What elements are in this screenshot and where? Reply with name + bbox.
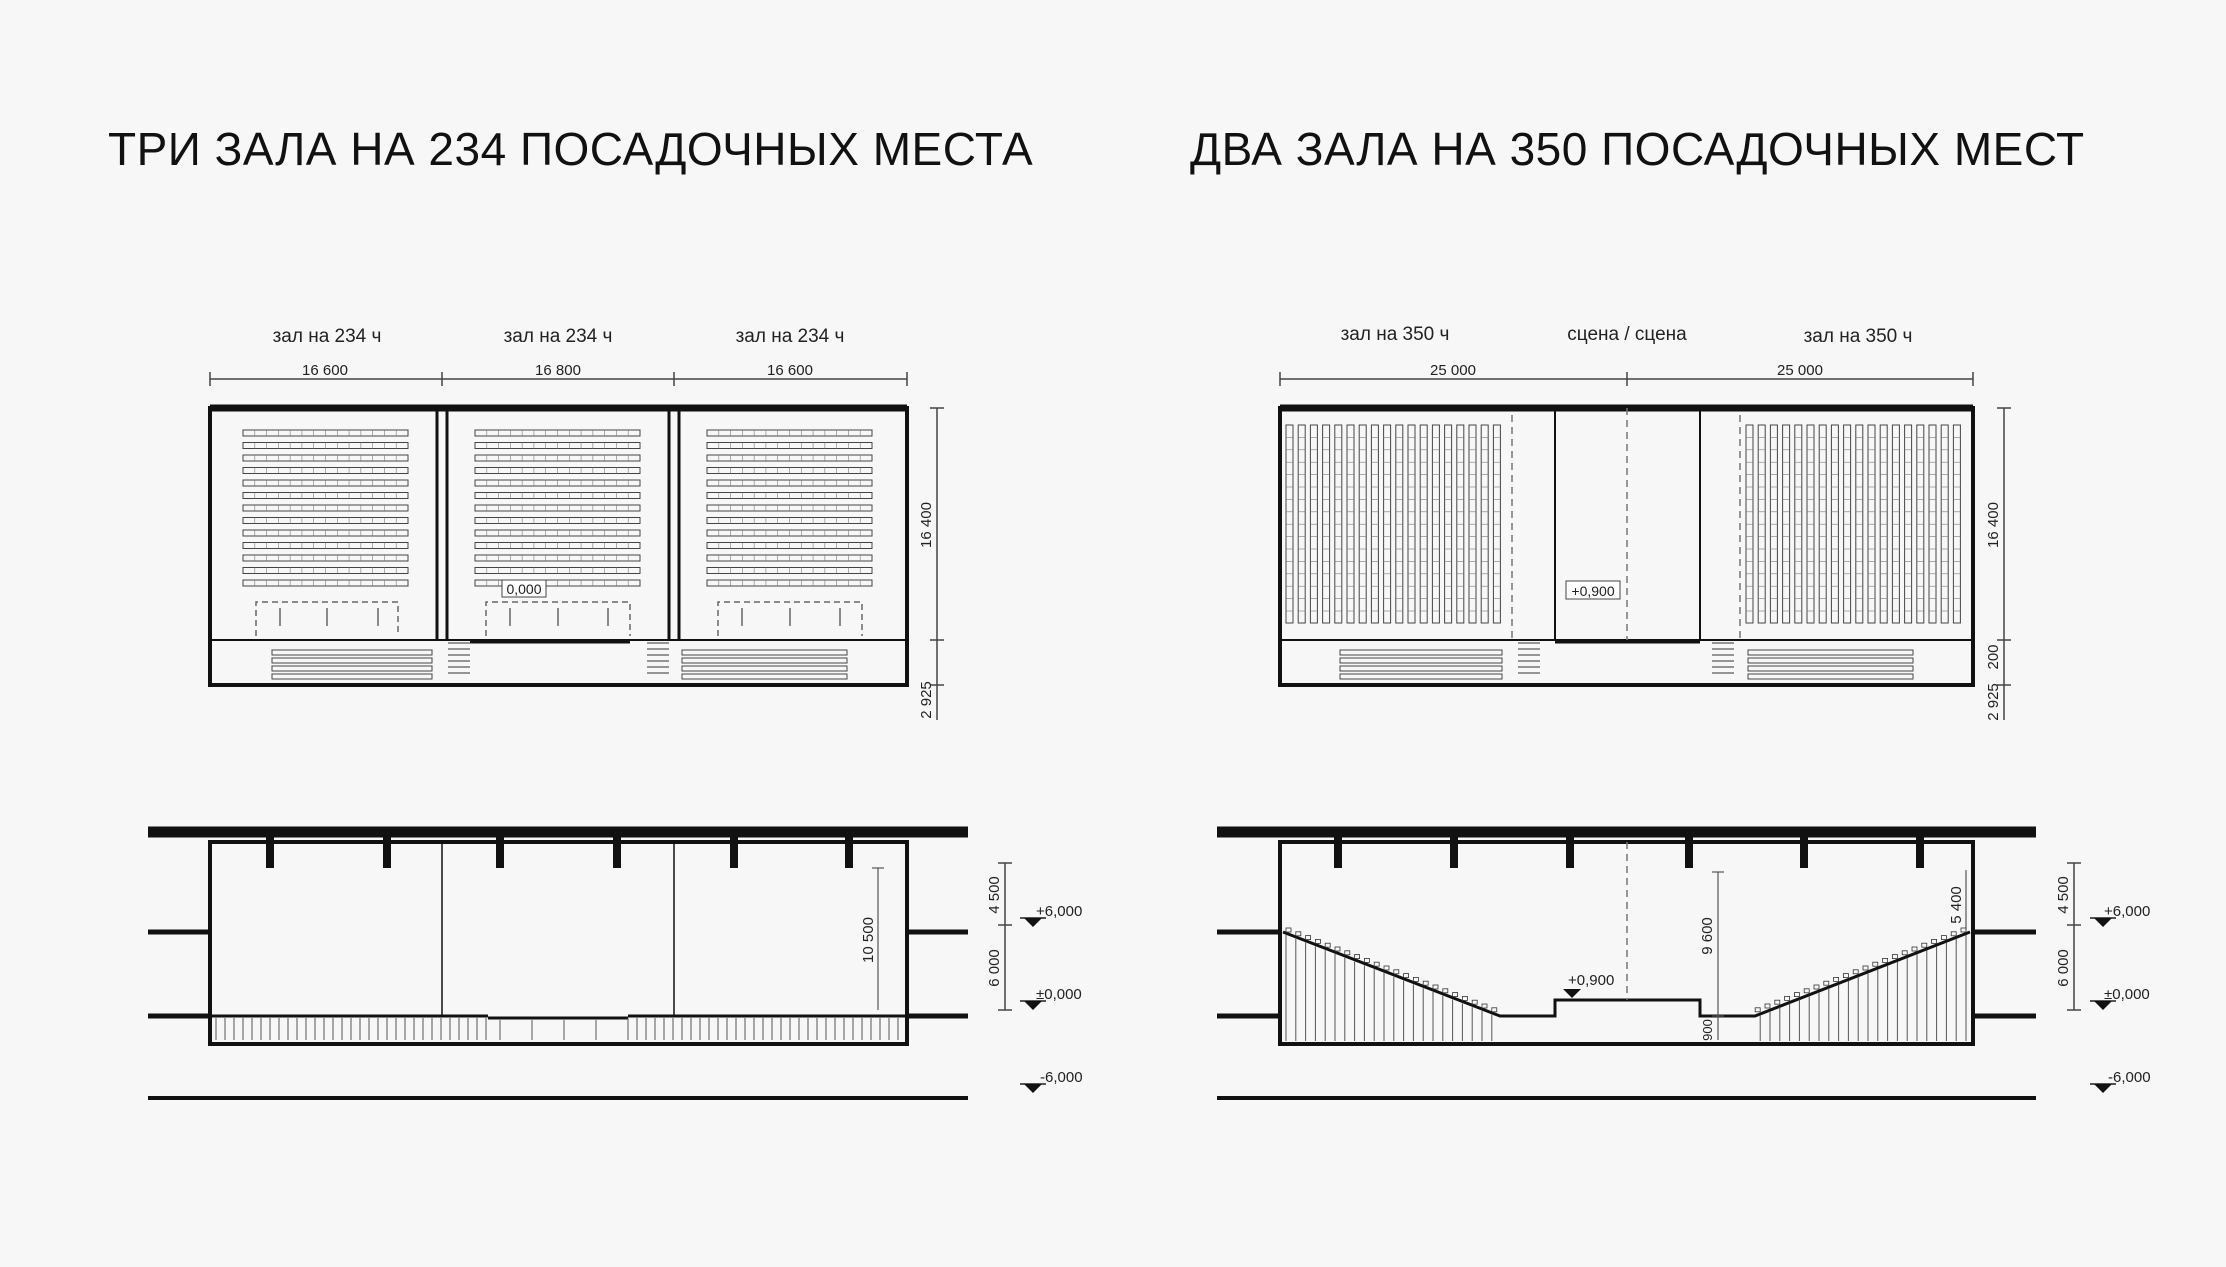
roof-beam [1685,836,1693,868]
lobby-bench [682,666,847,671]
aisle-lines [1512,408,1740,640]
rake-seat [1834,977,1839,981]
level-marker-icon [1563,989,1581,998]
rake-seat [1892,955,1897,959]
depth-dimension: 16 400 [918,502,935,548]
rake-seat [1335,947,1340,951]
rake-seat [1932,939,1937,943]
hall-label: зал на 350 ч [1803,326,1913,347]
lobby-bench [272,650,432,655]
section-height: 9 600 [1699,917,1716,955]
rake-seat [1355,955,1360,959]
lobby-seating [272,642,847,679]
lobby-bench [1340,666,1502,671]
level-marker-icon [1020,918,1046,1093]
seating-columns [1286,425,1960,623]
lobby-bench [682,658,847,663]
level-dimension: 6 000 [2055,949,2072,987]
rake-seat [1433,985,1438,989]
rake-seat [1315,939,1320,943]
seating-rows [243,430,872,586]
title-two-halls: ДВА ЗАЛА НА 350 ПОСАДОЧНЫХ МЕСТ [1190,123,2085,175]
dimension-text: 25 000 [1777,362,1823,379]
rake-seat [1922,943,1927,947]
rake-seat [1902,951,1907,955]
section-two-halls [1217,832,2151,1098]
rake-seat [1824,981,1829,985]
rake-seat [1765,1004,1770,1008]
rake-seat [1941,936,1946,940]
rake-seat [1286,928,1291,932]
dimension-text: 16 600 [302,362,348,379]
dimension-line [1280,372,1973,386]
roof-beam [730,836,738,868]
roof-beam [1566,836,1574,868]
stage-section-mark: +0,900 [1568,972,1615,989]
rake-seat [1814,985,1819,989]
rake-seat [1853,970,1858,974]
section-structure [148,832,968,1098]
rake-seat [1883,958,1888,962]
exit-arrows [280,608,840,626]
floor-hatch [216,1018,898,1040]
roof-beam [845,836,853,868]
lobby-dimension: 2 925 [918,681,935,719]
lobby-bench [1748,650,1913,655]
section-height-small: 900 [1700,1019,1715,1041]
roof-beam [1450,836,1458,868]
roof-beam [1800,836,1808,868]
rake-seat [1345,951,1350,955]
lobby-bench [272,666,432,671]
rake-seat [1482,1004,1487,1008]
roof-beam [496,836,504,868]
title-three-halls: ТРИ ЗАЛА НА 234 ПОСАДОЧНЫХ МЕСТА [108,123,1034,175]
level-dimension: 6 000 [986,949,1003,987]
level-mark: -6,000 [1040,1069,1083,1086]
rake-seat [1794,993,1799,997]
hall-label: зал на 234 ч [503,326,613,347]
level-marker-icon [2090,918,2116,1093]
dimension-line-vertical [930,408,944,720]
rake-seat [1804,989,1809,993]
lobby-bench [1748,666,1913,671]
lobby-bench [1340,650,1502,655]
raked-seating [1286,928,1966,1041]
rake-seat [1306,936,1311,940]
roof-beam [1916,836,1924,868]
level-mark: ±0,000 [2104,986,2150,1003]
roof-beam [266,836,274,868]
rake-seat [1384,966,1389,970]
level-dimension: 4 500 [986,876,1003,914]
rake-seat [1785,996,1790,1000]
depth-dimension: 16 400 [1985,502,2002,548]
rake-seat [1492,1008,1497,1012]
lobby-bench [1748,674,1913,679]
rake-seat [1296,932,1301,936]
dimension-text: 16 600 [767,362,813,379]
lobby-bench [272,658,432,663]
rake-seat [1443,989,1448,993]
section-height: 10 500 [860,917,877,963]
rake-seat [1912,947,1917,951]
rake-seat [1453,993,1458,997]
rake-seat [1404,974,1409,978]
roof-beam [613,836,621,868]
lobby-bench [1340,674,1502,679]
dimension-text: 25 000 [1430,362,1476,379]
hall-label: зал на 350 ч [1340,324,1450,345]
roof-beam [1334,836,1342,868]
level-mark: ±0,000 [1036,986,1082,1003]
roof-beam [383,836,391,868]
rake-seat [1863,966,1868,970]
rake-seat [1423,981,1428,985]
level-mark: +6,000 [2104,903,2151,920]
section-three-halls [148,832,1083,1098]
level-mark: -6,000 [2108,1069,2151,1086]
screen-zones [256,602,862,636]
level-mark: +6,000 [1036,903,1083,920]
lobby-bench [272,674,432,679]
hall-label: зал на 234 ч [735,326,845,347]
rake-seat [1462,996,1467,1000]
stage-level-mark: +0,900 [1571,583,1615,599]
lobby-bench [682,650,847,655]
floor-level-mark: 0,000 [506,581,542,597]
rake-seat [1394,970,1399,974]
rake-seat [1364,958,1369,962]
lobby-dimension: 2 925 [1985,683,2002,721]
rake-seat [1951,932,1956,936]
stage-label: сцена / сцена [1567,324,1687,345]
rake-seat [1374,962,1379,966]
small-dimension: 200 [1985,644,2002,670]
lobby-seating [1340,642,1913,679]
rake-seat [1755,1008,1760,1012]
plan-three-halls [210,326,944,720]
plan-two-halls [1280,324,2011,721]
dimension-text: 16 800 [535,362,581,379]
dimension-line-vertical [1997,408,2011,720]
hall-label: зал на 234 ч [272,326,382,347]
rake-seat [1873,962,1878,966]
rake-height: 5 400 [1948,886,1965,924]
rake-seat [1472,1000,1477,1004]
lobby-bench [1748,658,1913,663]
lobby-bench [682,674,847,679]
rake-seat [1961,928,1966,932]
rake-seat [1843,974,1848,978]
level-dimension: 4 500 [2055,876,2072,914]
lobby-bench [1340,658,1502,663]
rake-seat [1413,977,1418,981]
rake-seat [1325,943,1330,947]
rake-seat [1775,1000,1780,1004]
